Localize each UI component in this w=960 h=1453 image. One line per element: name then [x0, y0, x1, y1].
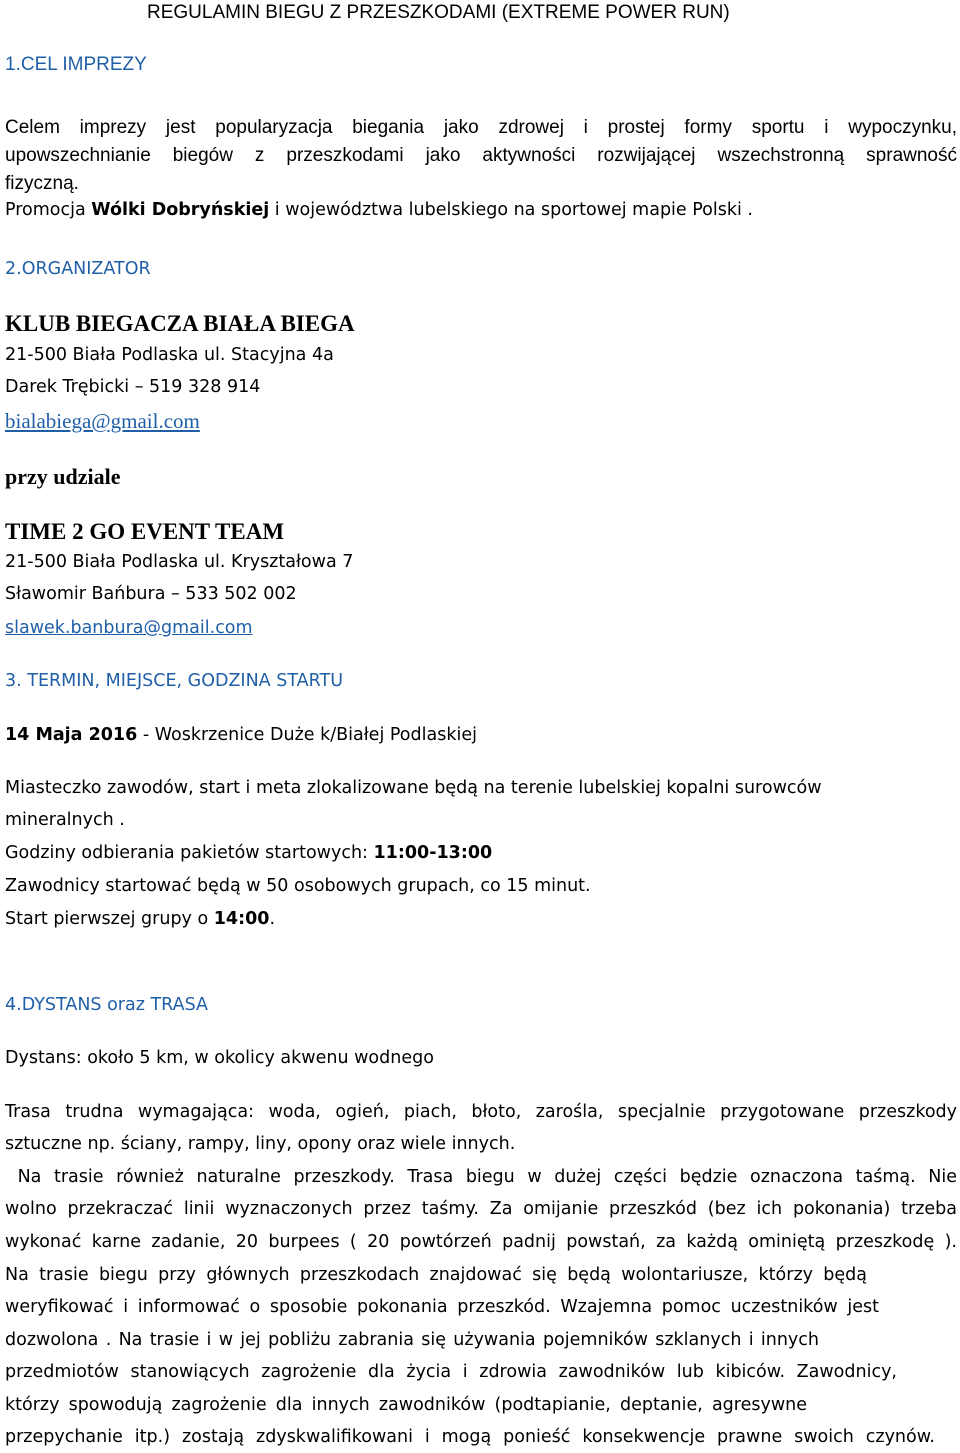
paragraph-line: wolno przekraczać linii wyznaczonych przez taśmy. Za omijanie przeszkód (bez ich pokonania) trzeba	[5, 1199, 957, 1219]
partner-email-link[interactable]: slawek.banbura@gmail.com	[5, 618, 253, 638]
text-fragment: Start pierwszej grupy o	[5, 909, 214, 929]
paragraph-line: wykonać karne zadanie, 20 burpees ( 20 powtórzeń padnij powstań, za każdą ominiętą przeszkodę ).	[5, 1232, 957, 1252]
paragraph-line: mineralnych .	[5, 810, 125, 830]
time-value: 14:00	[213, 909, 270, 929]
date-value: 14 Maja 2016	[5, 725, 138, 745]
pickup-hours	[5, 845, 492, 863]
text-fragment: Promocja	[5, 200, 92, 220]
section-heading-schedule: 3. TERMIN, MIEJSCE, GODZINA STARTU	[5, 671, 344, 691]
section-heading-distance: 4.DYSTANS oraz TRASA	[5, 995, 208, 1015]
paragraph-line: Na trasie biegu przy głównych przeszkodach znajdować się będą wolontariusze, którzy będą	[5, 1265, 867, 1285]
paragraph-line: przepychanie itp.) zostają zdyskwalifikowani i mogą ponieść konsekwencje prawne swoich czynów.	[5, 1427, 935, 1447]
paragraph-line: Zawodnicy startować będą w 50 osobowych grupach, co 15 minut.	[5, 876, 591, 896]
location-text: - Woskrzenice Duże k/Białej Podlaskiej	[137, 725, 477, 745]
text-fragment: Godziny odbierania pakietów startowych:	[5, 843, 374, 863]
paragraph-line: Miasteczko zawodów, start i meta zlokalizowane będą na terenie lubelskiej kopalni surowców	[5, 778, 822, 798]
organizer-contact: Darek Trębicki – 519 328 914	[5, 377, 261, 397]
organizer-address: 21-500 Biała Podlaska ul. Stacyjna 4a	[5, 345, 334, 365]
text-fragment: i województwa lubelskiego na sportowej mapie Polski .	[269, 200, 753, 220]
first-start	[5, 911, 275, 929]
place-name: Wólki Dobryńskiej	[91, 200, 270, 220]
distance-line: Dystans: około 5 km, w okolicy akwenu wodnego	[5, 1048, 434, 1068]
paragraph-line: fizyczną.	[5, 173, 79, 194]
page-title: REGULAMIN BIEGU Z PRZESZKODAMI (EXTREME POWER RUN)	[147, 2, 730, 23]
with-participation: przy udziale	[5, 464, 121, 489]
section-heading-organizer: 2.ORGANIZATOR	[5, 259, 151, 279]
partner-contact: Sławomir Bańbura – 533 502 002	[5, 584, 297, 604]
paragraph-line: sztuczne np. ściany, rampy, liny, opony oraz wiele innych.	[5, 1134, 516, 1154]
section-heading-goal: 1.CEL IMPREZY	[5, 54, 147, 75]
partner-address: 21-500 Biała Podlaska ul. Kryształowa 7	[5, 552, 354, 572]
paragraph-line: przedmiotów stanowiących zagrożenie dla życia i zdrowia zawodników lub kibiców. Zawodnicy,	[5, 1362, 897, 1382]
paragraph-line: Celem imprezy jest popularyzacja biegania jako zdrowej i prostej formy sportu i wypoczynku,	[5, 117, 957, 138]
promotion-line	[5, 202, 753, 220]
organizer-name: KLUB BIEGACZA BIAŁA BIEGA	[5, 311, 355, 336]
partner-name: TIME 2 GO EVENT TEAM	[5, 519, 285, 544]
paragraph-line: weryfikować i informować o sposobie pokonania przeszkód. Wzajemna pomoc uczestników jest	[5, 1297, 879, 1317]
paragraph-line: Na trasie również naturalne przeszkody. Trasa biegu w dużej części będzie oznaczona taśmą. Nie	[5, 1167, 957, 1187]
text-fragment: .	[269, 909, 276, 929]
event-date	[5, 727, 477, 745]
paragraph-line: którzy spowodują zagrożenie dla innych zawodników (podtapianie, deptanie, agresywne	[5, 1395, 807, 1415]
paragraph-line: Trasa trudna wymagająca: woda, ogień, piach, błoto, zarośla, specjalnie przygotowane przeszkody	[5, 1102, 957, 1122]
hours-value: 11:00-13:00	[373, 843, 493, 863]
organizer-email-line	[5, 411, 200, 432]
partner-email-line	[5, 620, 253, 638]
paragraph-line: upowszechnianie biegów z przeszkodami jako aktywności rozwijającej wszechstronną sprawność	[5, 145, 957, 166]
paragraph-line: dozwolona . Na trasie i w jej pobliżu zabrania się używania pojemników szklanych i innych	[5, 1330, 819, 1350]
organizer-email-link[interactable]: bialabiega@gmail.com	[5, 409, 200, 433]
